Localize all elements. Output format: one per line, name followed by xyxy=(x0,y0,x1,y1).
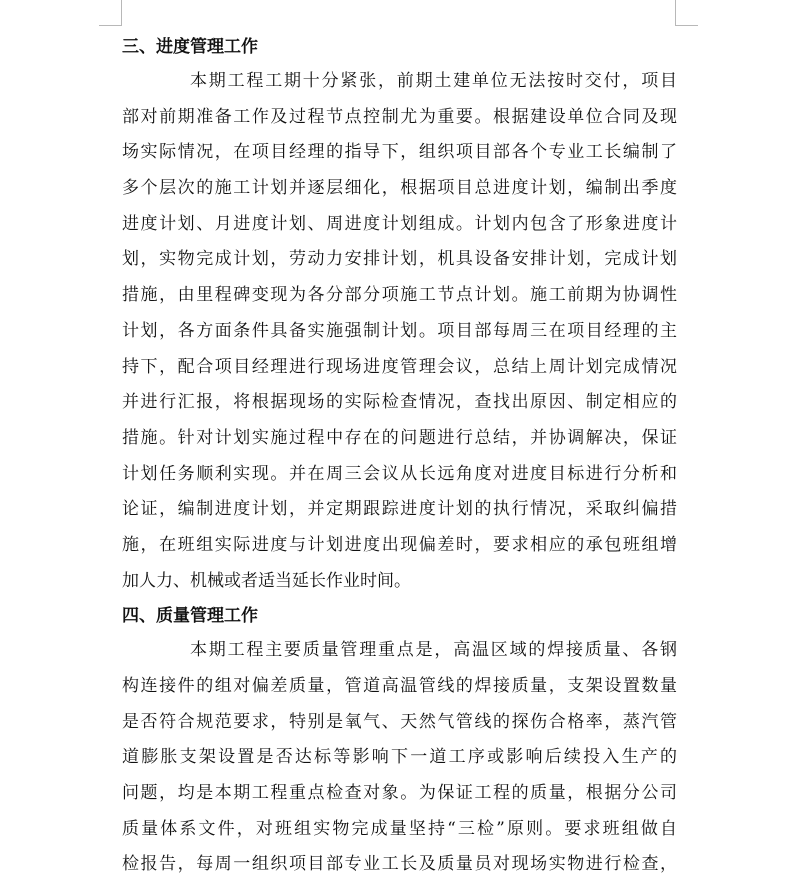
paragraph-line: 问题，均是本期工程重点检查对象。为保证工程的质量，根据分公司 xyxy=(122,783,677,804)
section-paragraph-quality xyxy=(122,633,677,881)
paragraph-line: 构连接件的组对偏差质量，管道高温管线的焊接质量，支架设置数量 xyxy=(122,676,677,696)
paragraph-line: 持下，配合项目经理进行现场进度管理会议，总结上周计划完成情况 xyxy=(122,356,677,377)
document-body xyxy=(122,30,677,881)
margin-corner-mark-left-horizontal xyxy=(99,25,122,26)
paragraph-line: 进度计划、月进度计划、周进度计划组成。计划内包含了形象进度计 xyxy=(122,213,677,234)
margin-corner-mark-left xyxy=(121,0,122,26)
paragraph-line: 施，在班组实际进度与计划进度出现偏差时，要求相应的承包班组增 xyxy=(122,534,677,555)
paragraph-line: 措施。针对计划实施过程中存在的问题进行总结，并协调解决，保证 xyxy=(122,427,677,448)
paragraph-line: 加人力、机械或者适当延长作业时间。 xyxy=(122,570,411,591)
paragraph-line: 部对前期准备工作及过程节点控制尤为重要。根据建设单位合同及现 xyxy=(122,106,677,127)
paragraph-line: 措施，由里程碑变现为各分部分项施工节点计划。施工前期为协调性 xyxy=(122,285,677,306)
section-heading-quality: 四、质量管理工作 xyxy=(122,606,258,627)
paragraph-line: 计划，各方面条件具备实施强制计划。项目部每周三在项目经理的主 xyxy=(122,320,677,341)
paragraph-line: 本期工程主要质量管理重点是，高温区域的焊接质量、各钢 xyxy=(190,640,677,661)
margin-corner-mark-right xyxy=(675,0,676,26)
paragraph-line: 多个层次的施工计划并逐层细化，根据项目总进度计划，编制出季度 xyxy=(122,178,677,199)
paragraph-line: 论证，编制进度计划，并定期跟踪进度计划的执行情况，采取纠偏措 xyxy=(122,499,677,520)
paragraph-line: 计划任务顺利实现。并在周三会议从长远角度对进度目标进行分析和 xyxy=(122,463,677,484)
paragraph-line: 质量体系文件，对班组实物完成量坚持“三检”原则。要求班组做自 xyxy=(122,818,677,839)
paragraph-line: 道膨胀支架设置是否达标等影响下一道工序或影响后续投入生产的 xyxy=(122,747,677,768)
paragraph-line: 本期工程工期十分紧张，前期土建单位无法按时交付，项目 xyxy=(190,71,677,91)
paragraph-line: 检报告，每周一组织项目部专业工长及质量员对现场实物进行检查， xyxy=(122,854,677,875)
paragraph-line: 并进行汇报，将根据现场的实际检查情况，查找出原因、制定相应的 xyxy=(122,392,677,413)
paragraph-line: 划，实物完成计划，劳动力安排计划，机具设备安排计划，完成计划 xyxy=(122,249,677,270)
margin-corner-mark-right-horizontal xyxy=(675,25,698,26)
section-paragraph-progress xyxy=(122,64,677,599)
paragraph-line: 场实际情况，在项目经理的指导下，组织项目部各个专业工长编制了 xyxy=(122,142,677,163)
paragraph-line: 是否符合规范要求，特别是氧气、天然气管线的探伤合格率，蒸汽管 xyxy=(122,711,677,732)
section-heading-progress: 三、进度管理工作 xyxy=(122,37,258,57)
